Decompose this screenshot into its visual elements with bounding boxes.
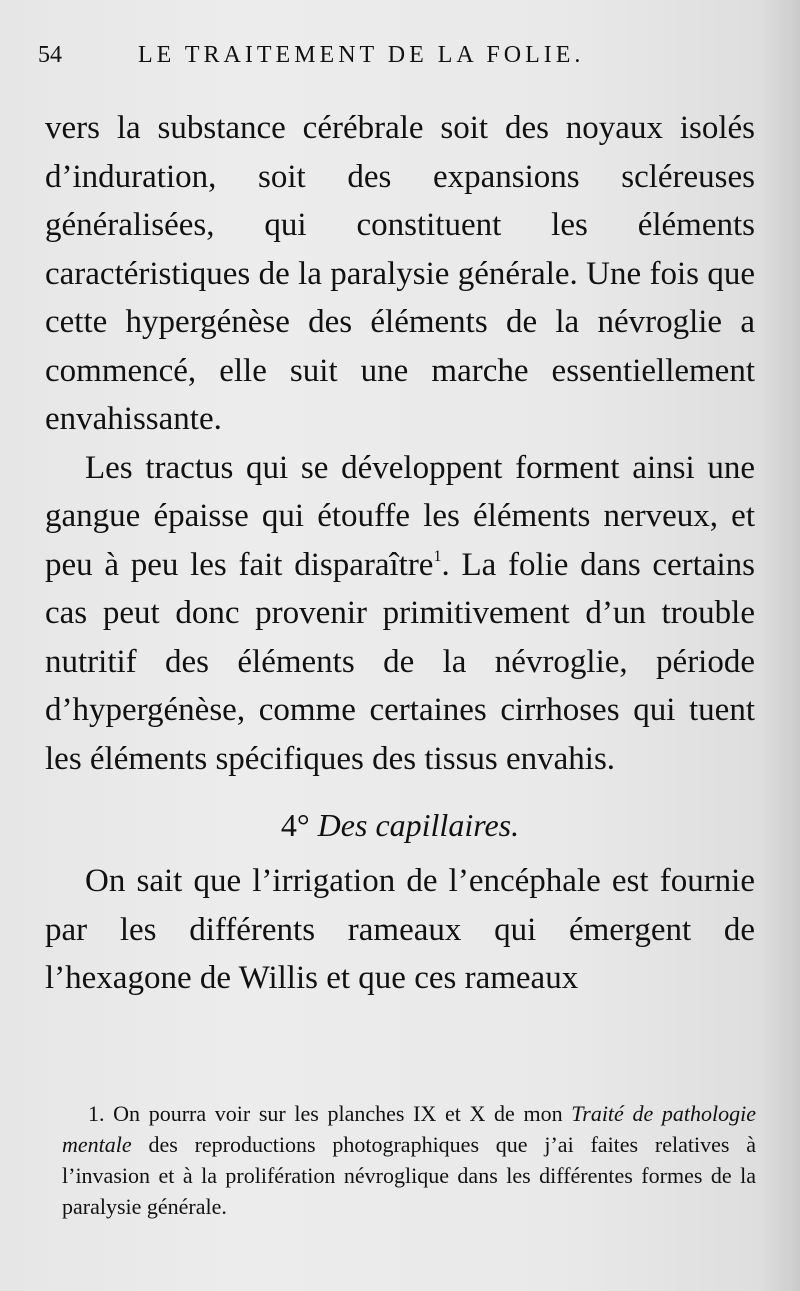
footnote — [62, 1098, 756, 1222]
paragraph-2 — [45, 444, 755, 784]
footnote-number: 1. — [88, 1101, 105, 1126]
footnote-reference: 1 — [433, 547, 442, 565]
section-heading — [45, 801, 755, 849]
footnote-text-a: On pourra voir sur les planches IX et X de mon — [113, 1101, 563, 1126]
running-head — [38, 42, 730, 78]
body-text — [45, 104, 755, 1003]
paragraph-2-text-b: . La folie dans certains cas peut donc provenir primitivement d’un trouble nutritif des éléments de la névroglie, période d’hypergénèse, comme certaines cirrhoses qui tuent les éléments spécifiques des tissus envahis. — [45, 546, 755, 777]
paragraph-3: On sait que l’irrigation de l’encéphale est fournie par les différents rameaux qui émergent de l’hexagone de Willis et que ces rameaux — [45, 863, 755, 996]
paragraph-2-text-a: Les tractus qui se développent forment ainsi une gangue épaisse qui étouffe les éléments nerveux, et peu à peu les fait disparaître — [45, 449, 755, 583]
footnote-paragraph — [62, 1098, 756, 1222]
footnote-italic-title: Traité de pathologie mentale — [62, 1101, 756, 1157]
footnote-text-b: des reproductions photographiques que j’ai faites relatives à l’invasion et à la prolifération névroglique dans les différentes formes de la paralysie générale. — [62, 1132, 757, 1219]
page-number: 54 — [38, 42, 62, 68]
paragraph-1: vers la substance cérébrale soit des noyaux isolés d’induration, soit des expansions scléreuses généralisées, qui constituent les éléments caractéristiques de la paralysie générale. Une fois que cette hypergénèse des éléments de la névroglie a commencé, elle suit une marche essentiellement envahissante. — [45, 110, 755, 437]
section-number: 4° — [280, 807, 310, 843]
section-title: Des capillaires. — [317, 807, 520, 843]
running-title: LE TRAITEMENT DE LA FOLIE. — [138, 42, 585, 68]
